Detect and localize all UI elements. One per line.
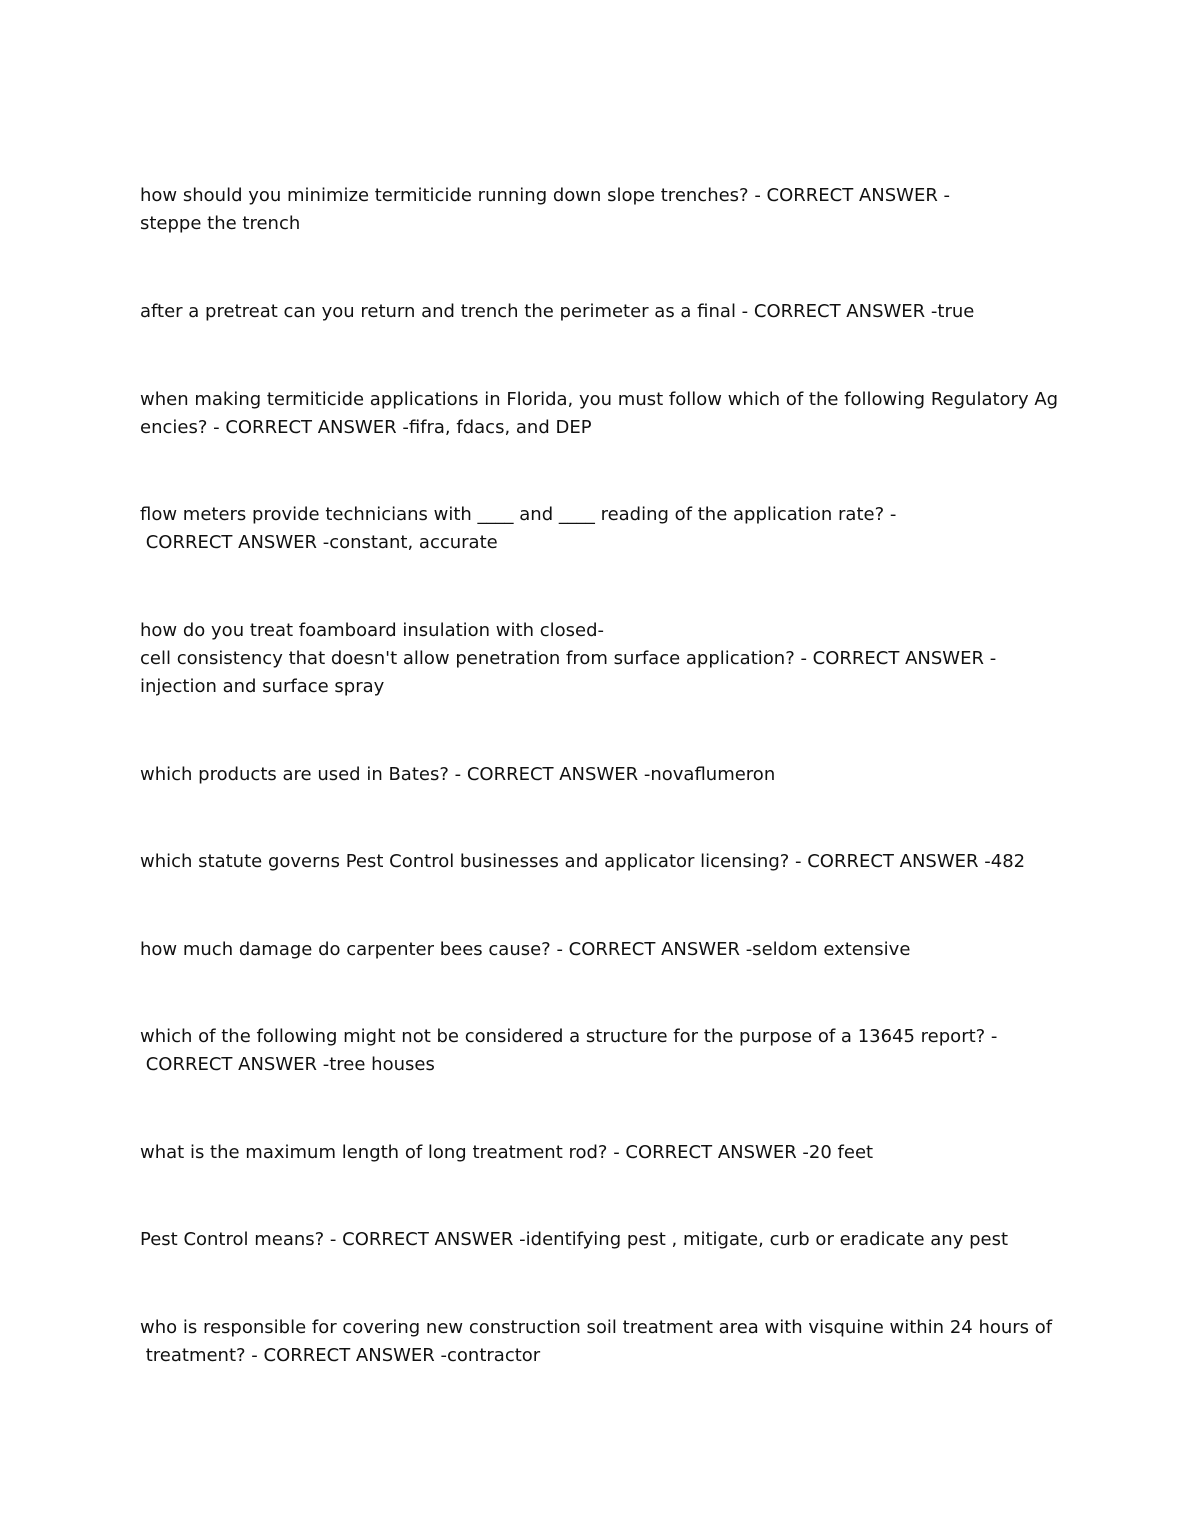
qa-line: cell consistency that doesn't allow penetration from surface application? - CORRECT ANSWER - bbox=[140, 648, 997, 669]
qa-line: injection and surface spray bbox=[140, 676, 385, 697]
qa-line: how should you minimize termiticide running down slope trenches? - CORRECT ANSWER - bbox=[140, 185, 951, 206]
qa-line: steppe the trench bbox=[140, 213, 301, 234]
qa-line: CORRECT ANSWER -tree houses bbox=[140, 1054, 435, 1075]
qa-item-3 bbox=[140, 386, 1060, 442]
qa-item-1 bbox=[140, 182, 1060, 238]
qa-item-7 bbox=[140, 848, 1060, 876]
qa-line: what is the maximum length of long treatment rod? - CORRECT ANSWER -20 feet bbox=[140, 1142, 874, 1163]
qa-item-11 bbox=[140, 1226, 1060, 1254]
qa-line: flow meters provide technicians with ____ and ____ reading of the application rate? - bbox=[140, 504, 897, 525]
qa-item-10 bbox=[140, 1139, 1060, 1167]
qa-line: encies? - CORRECT ANSWER -fifra, fdacs, and DEP bbox=[140, 417, 592, 438]
qa-item-9 bbox=[140, 1023, 1060, 1079]
qa-line: which products are used in Bates? - CORRECT ANSWER -novaflumeron bbox=[140, 764, 776, 785]
qa-line: how do you treat foamboard insulation with closed- bbox=[140, 620, 605, 641]
qa-line: which statute governs Pest Control businesses and applicator licensing? - CORRECT ANSWER -482 bbox=[140, 851, 1026, 872]
qa-line: which of the following might not be considered a structure for the purpose of a 13645 report? - bbox=[140, 1026, 998, 1047]
qa-line: treatment? - CORRECT ANSWER -contractor bbox=[140, 1345, 541, 1366]
qa-line: when making termiticide applications in Florida, you must follow which of the following Regulatory Ag bbox=[140, 389, 1059, 410]
qa-item-12 bbox=[140, 1314, 1060, 1370]
qa-line: CORRECT ANSWER -constant, accurate bbox=[140, 532, 498, 553]
qa-item-6 bbox=[140, 761, 1060, 789]
qa-line: who is responsible for covering new construction soil treatment area with visquine within 24 hours of bbox=[140, 1317, 1053, 1338]
qa-item-8 bbox=[140, 936, 1060, 964]
qa-line: after a pretreat can you return and trench the perimeter as a final - CORRECT ANSWER -true bbox=[140, 301, 975, 322]
qa-item-5 bbox=[140, 617, 1060, 701]
qa-line: Pest Control means? - CORRECT ANSWER -identifying pest , mitigate, curb or eradicate any pest bbox=[140, 1229, 1009, 1250]
qa-item-2 bbox=[140, 298, 1060, 326]
qa-line: how much damage do carpenter bees cause? - CORRECT ANSWER -seldom extensive bbox=[140, 939, 911, 960]
qa-item-4 bbox=[140, 501, 1060, 557]
